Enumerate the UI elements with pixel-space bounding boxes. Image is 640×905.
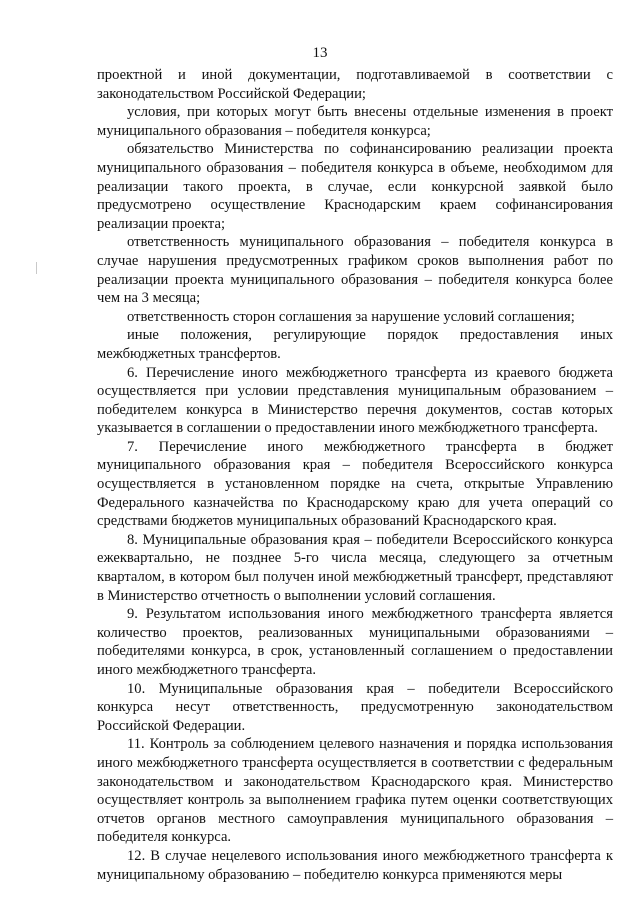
paragraph-12: 12. В случае нецелевого использования иного межбюджетного трансферта к муниципальному образованию – победителю конкурса применяются меры bbox=[97, 847, 613, 883]
document-body bbox=[97, 66, 613, 884]
paragraph-6: 6. Перечисление иного межбюджетного трансферта из краевого бюджета осуществляется при условии представления муниципальным образованием – победителем конкурса в Министерство перечня документов, состав которых указывается в соглашении о предоставлении иного межбюджетного трансферта. bbox=[97, 364, 613, 437]
scan-margin-mark bbox=[36, 262, 37, 274]
paragraph-10: 10. Муниципальные образования края – победители Всероссийского конкурса несут ответственность, предусмотренную законодательством Российской Федерации. bbox=[97, 680, 613, 734]
paragraph-7: 7. Перечисление иного межбюджетного трансферта в бюджет муниципального образования края – победителя Всероссийского конкурса осуществляется в установленном порядке на счета, открытые Управлению Федерального казначейства по Краснодарскому краю для учета операций со средствами бюджетов муниципальных образований Краснодарского края. bbox=[97, 438, 613, 530]
paragraph-continued: проектной и иной документации, подготавливаемой в соответствии с законодательством Российской Федерации; bbox=[97, 67, 613, 102]
paragraph-amendment-conditions: условия, при которых могут быть внесены отдельные изменения в проект муниципального образования – победителя конкурса; bbox=[97, 104, 613, 139]
paragraph-municipality-responsibility: ответственность муниципального образования – победителя конкурса в случае нарушения предусмотренных графиком сроков выполнения работ по реализации проекта муниципального образования – победителя конкурса более чем на 3 месяца; bbox=[97, 234, 613, 307]
paragraph-ministry-obligation: обязательство Министерства по софинансированию реализации проекта муниципального образования – победителя конкурса в объеме, необходимом для реализации такого проекта, в случае, если конкурсной заявкой было предусмотрено осуществление Краснодарским краем софинансирования реализации проекта; bbox=[97, 141, 613, 232]
paragraph-other-provisions: иные положения, регулирующие порядок предоставления иных межбюджетных трансфертов. bbox=[97, 327, 613, 362]
page-number: 13 bbox=[312, 45, 328, 61]
paragraph-11: 11. Контроль за соблюдением целевого назначения и порядка использования иного межбюджетного трансферта осуществляется в соответствии с федеральным законодательством и законодательством Краснодарского края. Министерство осуществляет контроль за выполнением графика путем оценки соответствующих отчетов органов местного самоуправления муниципального образования – победителя конкурса. bbox=[97, 736, 613, 846]
paragraph-8: 8. Муниципальные образования края – победители Всероссийского конкурса ежеквартально, не позднее 5-го числа месяца, следующего за отчетным кварталом, в котором был получен иной межбюджетный трансферт, представляют в Министерство отчетность о выполнении условий соглашения. bbox=[97, 531, 613, 604]
paragraph-parties-responsibility: ответственность сторон соглашения за нарушение условий соглашения; bbox=[127, 308, 575, 325]
paragraph-9: 9. Результатом использования иного межбюджетного трансферта является количество проектов, реализованных муниципальными образованиями – победителями конкурса, в срок, установленный соглашением о предоставлении иного межбюджетного трансферта. bbox=[97, 606, 613, 678]
